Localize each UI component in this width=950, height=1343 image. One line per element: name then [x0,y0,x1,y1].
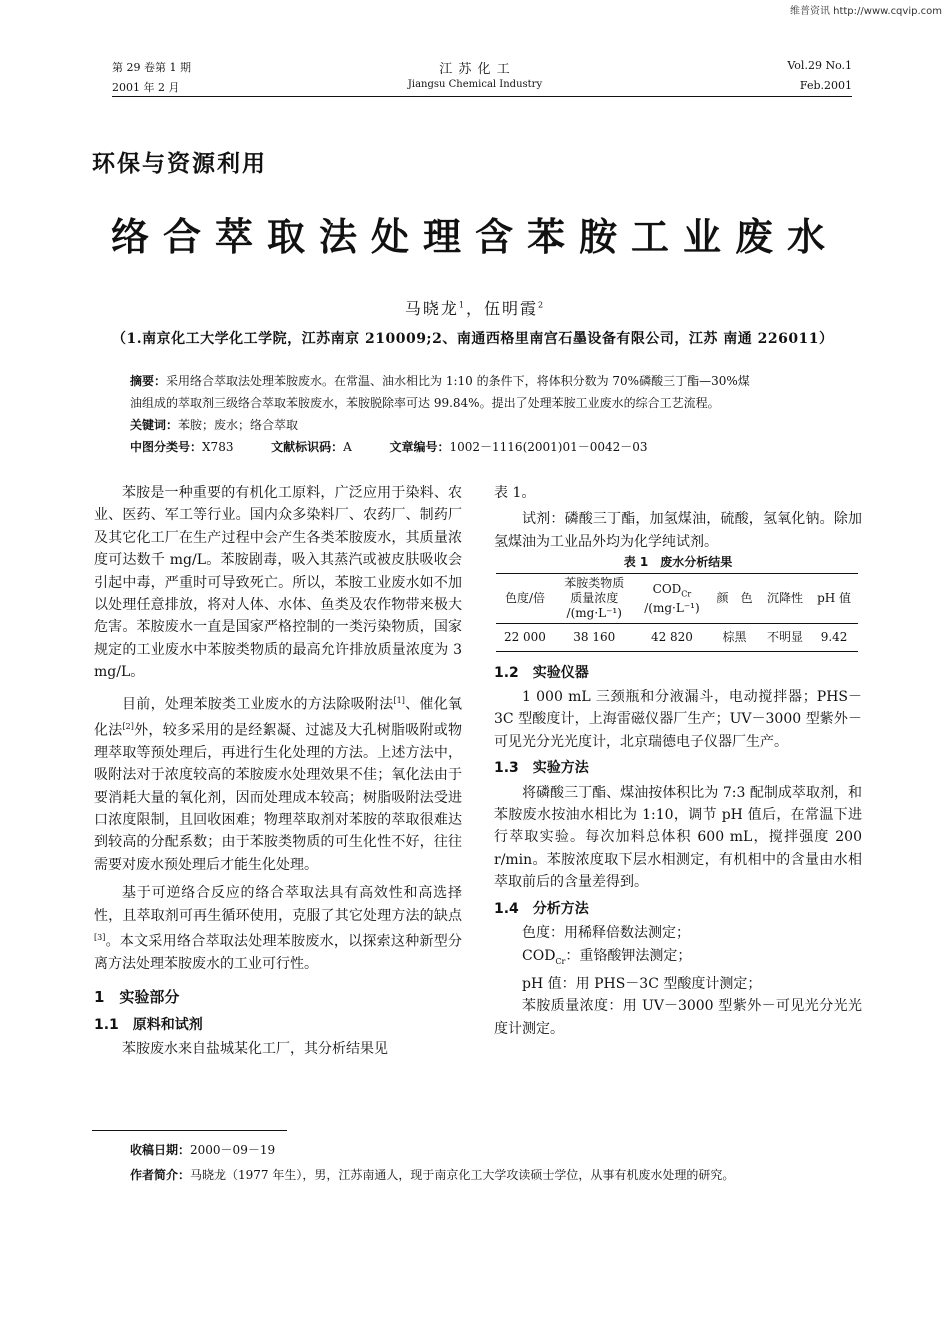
received-label: 收稿日期： [130,1143,191,1157]
paragraph-intro-3 [94,882,462,975]
section-tag: 环保与资源利用 [92,151,267,177]
clc-label: 中图分类号： [130,440,203,454]
paragraph-instruments: 1 000 mL 三颈瓶和分液漏斗，电动搅拌器；PHS－3C 型酸度计，上海雷磁仪器厂生产；UV－3000 型紫外－可见光分光光度计，北京瑞德电子仪器厂生产。 [494,689,862,750]
table-row [496,624,858,651]
paragraph-intro-2 [94,690,462,877]
doc-code-label: 文献标识码： [271,440,344,454]
header-journal-cn: 江 苏 化 工 [439,62,511,77]
table-cell: 42 820 [635,624,710,651]
cod-header-label: COD [652,581,682,596]
analysis-ph: pH 值：用 PHS－3C 型酸度计测定； [522,975,762,992]
doc-code-value: A [343,440,352,454]
heading-1-3: 1.3 实验方法 [494,760,589,777]
keywords [130,414,850,436]
received-date: 2000－09－19 [190,1143,276,1157]
heading-1-1: 1.1 原料和试剂 [94,1016,203,1033]
abstract [130,370,850,414]
aniline-header-line-1: 苯胺类物质 [564,576,625,591]
article-no-value: 1002－1116(2001)01－0042－03 [449,440,648,454]
keywords-label: 关键词： [130,418,179,432]
left-column [94,482,462,1061]
clc-value: X783 [202,440,234,454]
article-no-label: 文章编号： [389,440,450,454]
header-volume-en: Vol.29 No.1 [787,59,852,72]
authors [0,296,950,319]
watermark-text: 维普资讯 http://www.cqvip.com [789,6,942,17]
footnote-rule [92,1130,287,1131]
table-header-aniline [554,574,635,624]
abstract-line-2: 油组成的萃取剂三级络合萃取苯胺废水，苯胺脱除率可达 99.84%。提出了处理苯胺工业废水的综合工艺流程。 [130,396,720,410]
right-column [494,482,862,1040]
author-1: 马晓龙 [404,299,459,318]
paragraph-intro-1: 苯胺是一种重要的有机化工原料，广泛应用于染料、农业、医药、军工等行业。国内众多染料厂、农药厂、制药厂及其它化工厂在生产过程中会产生各类苯胺废水，其质量浓度可达数千 mg/L。苯胺剧毒，吸入其蒸汽或被皮肤吸收会引起中毒，严重时可导致死亡。所以，苯胺工业废水如不加以处理任意排放，将对人体、水体、鱼类及农作物带来极大危害。苯胺废水一直是国家严格控制的一类污染物质，国家规定的工业废水中苯胺类物质的最高允许排放质量浓度为 3 mg/L。 [94,485,462,681]
classification [130,436,850,458]
author-bio: 马晓龙（1977 年生），男，江苏南通人，现于南京化工大学攻读硕士学位，从事有机废水处理的研究。 [190,1168,735,1182]
table-header-settling: 沉降性 [760,574,810,624]
author-separator: ， [465,299,484,318]
article-title: 络合萃取法处理含苯胺工业废水 [110,214,839,259]
table-header-cod [635,574,710,624]
paragraph-materials: 苯胺废水来自盐城某化工厂，其分析结果见 [122,1041,388,1058]
table-cell: 不明显 [760,624,810,651]
table-cell: 棕黑 [709,624,759,651]
abstract-label: 摘要： [130,374,167,388]
p3-text-a: 基于可逆络合反应的络合萃取法具有高效性和高选择性，且萃取剂可再生循环使用，克服了其它处理方法的缺点 [94,885,462,924]
table-header-row [496,574,858,624]
citation-1: [1] [393,695,405,705]
p2-text-b: 、催化氧化法 [94,696,463,739]
author-1-affil-mark: 1 [458,300,466,310]
paragraph-reagents: 试剂：磷酸三丁酯，加氢煤油，硫酸，氢氧化钠。除加氢煤油为工业品外均为化学纯试剂。 [494,511,862,550]
heading-section-1: 1 实验部分 [94,987,180,1006]
cod-sub: Cr [555,956,566,966]
table-header-chroma: 色度/倍 [496,574,554,624]
header-date-en: Feb.2001 [799,79,852,92]
table-header-color: 颜 色 [709,574,759,624]
author-2-affil-mark: 2 [538,300,546,310]
aniline-header-line-3: /(mg·L⁻¹) [566,606,622,621]
heading-1-2: 1.2 实验仪器 [494,664,589,681]
heading-1-4: 1.4 分析方法 [494,900,589,917]
table-cell: 38 160 [554,624,635,651]
citation-3: [3] [94,933,106,943]
table-1 [496,573,858,651]
p2-text-c: 外，较多采用的是经絮凝、过滤及大孔树脂吸附或物理萃取等预处理后，再进行生化处理的方法。上述方法中，吸附法对于浓度较高的苯胺废水处理效果不佳；氧化法由于要消耗大量的氧化剂，因而处理成本较高；树脂吸附法受进口浓度限制，且回收困难；物理萃取剂对苯胺的萃取很难达到较高的分配系数；由于苯胺类物质的可生化性不好，往往需要对废水预处理后才能生化处理。 [94,722,463,873]
analysis-aniline: 苯胺质量浓度：用 UV－3000 型紫外－可见光分光光度计测定。 [494,998,862,1037]
aniline-header-line-2: 质量浓度 [570,591,619,606]
header-journal-en: Jiangsu Chemical Industry [407,79,543,90]
cod-text: COD [522,947,556,964]
table-1-caption: 表 1 废水分析结果 [623,555,733,570]
table-cell: 9.42 [810,624,858,651]
footnote-author [130,1165,870,1185]
author-2: 伍明霞 [484,299,539,318]
cod-method: ：重铬酸钾法测定； [565,947,692,964]
analysis-cod [494,945,862,973]
author-bio-label: 作者简介： [130,1168,191,1182]
cod-header-unit: /(mg·L⁻¹) [644,600,700,615]
paragraph-materials-cont: 表 1。 [494,485,536,501]
cod-header-sub: Cr [681,588,692,598]
table-header-ph: pH 值 [810,574,858,624]
keywords-text: 苯胺；废水；络合萃取 [178,418,299,432]
p2-text-a: 目前，处理苯胺类工业废水的方法除吸附法 [122,696,394,713]
table-cell: 22 000 [496,624,554,651]
affiliation: （1.南京化工大学化工学院，江苏南京 210009;2、南通西格里南宫石墨设备有限公司，江苏 南通 226011） [112,331,834,347]
analysis-chroma: 色度：用稀释倍数法测定； [522,925,690,942]
header-rule [112,96,852,97]
paragraph-method: 将磷酸三丁酯、煤油按体积比为 7:3 配制成萃取剂，和苯胺废水按油水相比为 1:10，调节 pH 值后，在常温下进行萃取实验。每次加料总体积 600 mL，搅拌强度 200 r/min。苯胺浓度取下层水相测定，有机相中的含量由水相萃取前后的含量差得到。 [494,784,862,891]
abstract-line-1: 采用络合萃取法处理苯胺废水。在常温、油水相比为 1:10 的条件下，将体积分数为 70%磷酸三丁酯—30%煤 [166,374,750,388]
p3-text-b: 。本文采用络合萃取法处理苯胺废水，以探索这种新型分离方法处理苯胺废水的工业可行性。 [94,933,462,973]
citation-2: [2] [122,721,134,731]
header-date-cn: 2001 年 2 月 [112,81,180,94]
header-volume-cn: 第 29 卷第 1 期 [112,61,191,74]
footnote-received [130,1140,870,1160]
